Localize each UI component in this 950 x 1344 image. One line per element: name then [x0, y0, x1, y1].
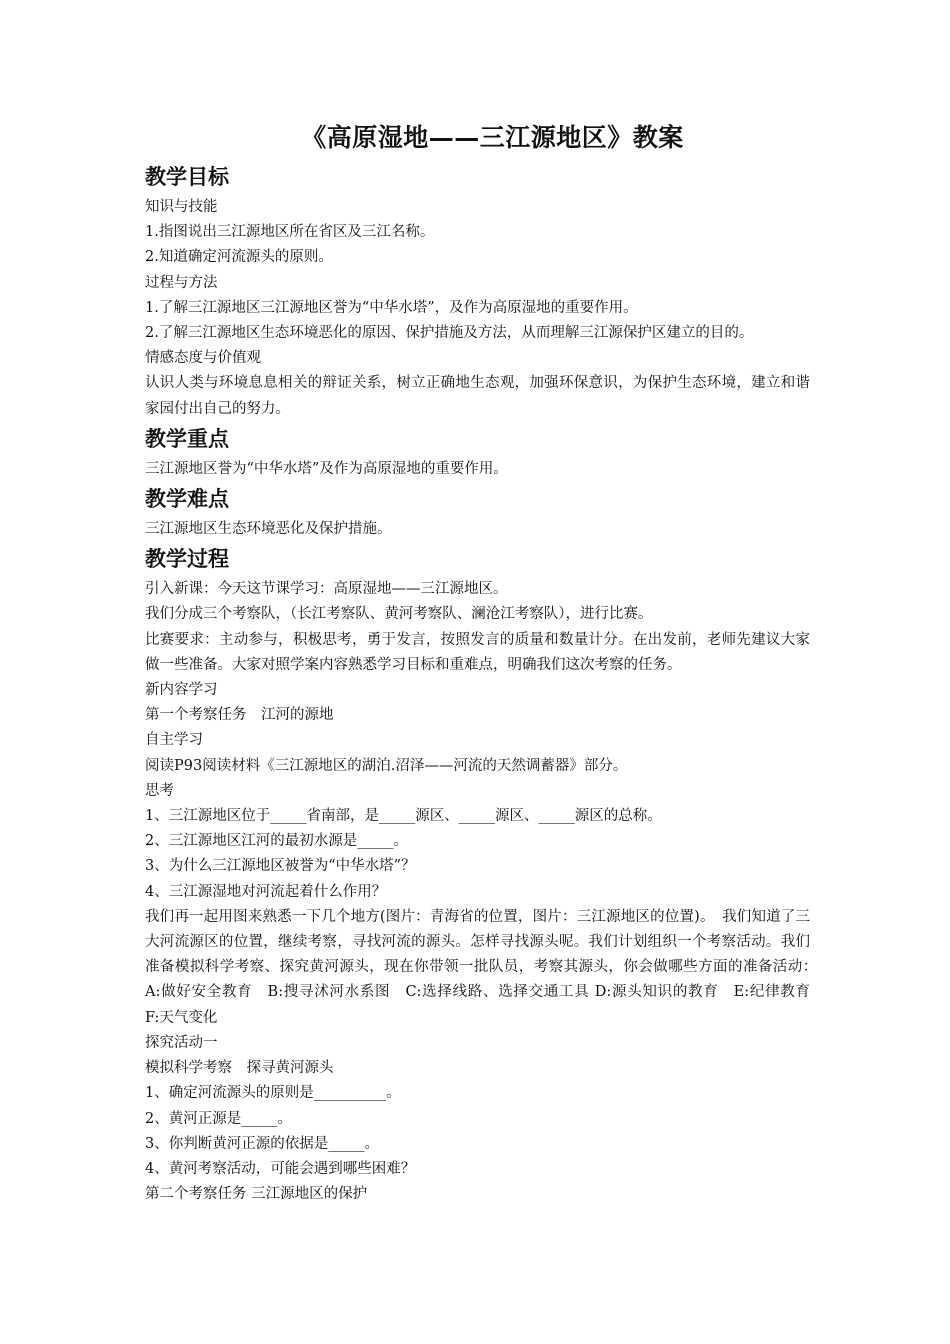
think-label: 思考 — [145, 782, 174, 799]
knowledge-label: 知识与技能 — [145, 199, 218, 215]
activity-question-3: 3、你判断黄河正源的依据是_____。 — [145, 1135, 379, 1152]
emotion-label: 情感态度与价值观 — [145, 350, 261, 367]
document-body — [145, 118, 839, 1207]
process-heading: 教学过程 — [145, 547, 229, 572]
new-content-label: 新内容学习 — [145, 682, 218, 699]
activity-question-4: 4、黄河考察活动，可能会遇到哪些困难？ — [145, 1160, 416, 1177]
intro-line: 引入新课：今天这节课学习：高原湿地——三江源地区。 — [145, 581, 508, 598]
self-study-label: 自主学习 — [145, 732, 203, 749]
question-1: 1、三江源地区位于_____省南部，是_____源区、_____源区、_____源区的总称。 — [145, 808, 662, 825]
task1-line: 第一个考察任务 江河的源地 — [145, 707, 334, 724]
key-point-text: 三江源地区誉为“中华水塔”及作为高原湿地的重要作用。 — [145, 460, 508, 477]
process-item-2: 2.了解三江源地区生态环境恶化的原因、保护措施及方法，从而理解三江源保护区建立的目的。 — [145, 325, 754, 342]
reading-line: 阅读P93阅读材料《三江源地区的湖泊.沼泽——河流的天然调蓄器》部分。 — [145, 757, 628, 774]
key-point-heading: 教学重点 — [145, 426, 229, 451]
knowledge-item-2: 2.知道确定河流源头的原则。 — [145, 249, 333, 266]
teams-line: 我们分成三个考察队，（长江考察队、黄河考察队、澜沧江考察队），进行比赛。 — [145, 606, 653, 623]
difficulty-heading: 教学难点 — [145, 487, 229, 512]
rules-paragraph: 比赛要求：主动参与，积极思考，勇于发言，按照发言的质量和数量计分。在出发前，老师先建议大家做一些准备。大家对照学案内容熟悉学习目标和重难点，明确我们这次考察的任务。 — [145, 631, 810, 673]
knowledge-item-1: 1.指图说出三江源地区所在省区及三江名称。 — [145, 224, 435, 241]
simulate-line: 模拟科学考察 探寻黄河源头 — [145, 1060, 334, 1077]
document-title: 《高原湿地——三江源地区》教案 — [301, 123, 684, 152]
objectives-heading: 教学目标 — [145, 165, 229, 189]
difficulty-text: 三江源地区生态环境恶化及保护措施。 — [145, 521, 392, 538]
question-4: 4、三江源湿地对河流起着什么作用？ — [145, 883, 387, 900]
process-label: 过程与方法 — [145, 274, 218, 291]
question-2: 2、三江源地区江河的最初水源是_____。 — [145, 833, 408, 850]
process-item-1: 1.了解三江源地区三江源地区誉为“中华水塔”，及作为高原湿地的重要作用。 — [145, 299, 638, 316]
question-3: 3、为什么三江源地区被誉为“中华水塔”？ — [145, 858, 416, 875]
activity1-label: 探究活动一 — [145, 1034, 218, 1051]
activity-question-1: 1、确定河流源头的原则是__________。 — [145, 1085, 401, 1102]
task2-line: 第二个考察任务 三江源地区的保护 — [145, 1186, 368, 1203]
emotion-text: 认识人类与环境息息相关的辩证关系，树立正确地生态观，加强环保意识，为保护生态环境，建立和谐家园付出自己的努力。 — [145, 375, 810, 417]
activity-question-2: 2、黄河正源是_____。 — [145, 1110, 292, 1127]
map-paragraph: 我们再一起用图来熟悉一下几个地方(图片：青海省的位置，图片：三江源地区的位置)。 我们知道了三大河流源区的位置，继续考察，寻找河流的源头。怎样寻找源头呢。我们计划组织一个考察活动。我们准备模拟科学考察、探究黄河源头，现在你带领一批队员，考察其源头，你会做哪些方面的准备活动： A:做好安全教育 B:搜寻沭河水系图 C:选择线路、选择交通工具 D:源头知识的教育 E:纪律教育 F:天气变化 — [145, 908, 839, 1026]
